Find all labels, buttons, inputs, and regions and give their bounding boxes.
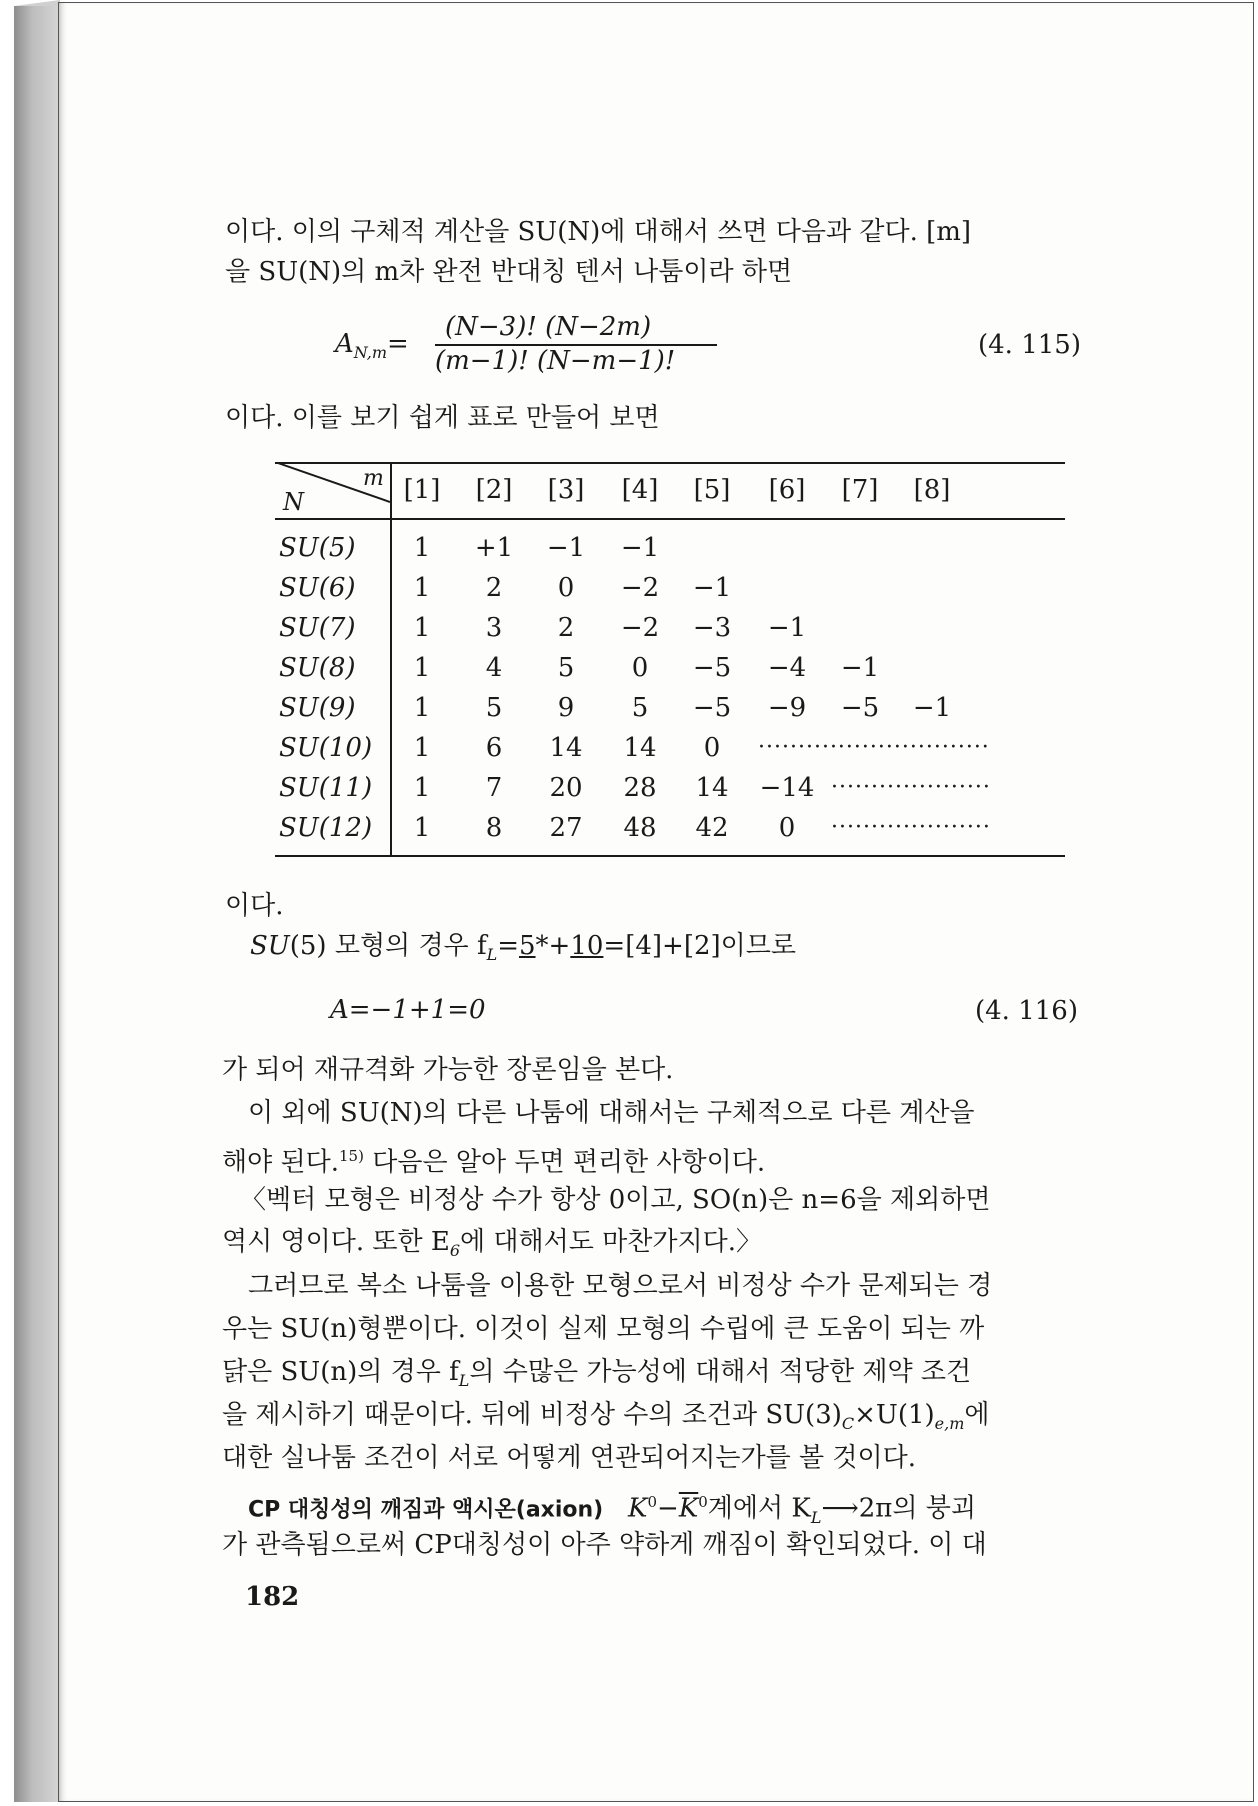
table-cell: 5 [631,693,649,723]
row-label: SU(12) [279,813,373,843]
section-heading-cp: CP 대칭성의 깨짐과 액시온(axion) [248,1497,604,1523]
row-label: SU(6) [279,573,356,603]
text-paragraph-7: 가 관측됨으로써 CP대칭성이 아주 약하게 깨짐이 확인되었다. 이 대 [222,1530,987,1560]
text-paragraph-2: 가 되어 재규격화 가능한 장론임을 본다. [222,1055,674,1085]
table-cell: 1 [413,693,431,723]
text-paragraph-su5: SU(5) 모형의 경우 $f_L=5*+10=[4]+[2]$이므로 [250,931,796,965]
table-cell: 3 [485,613,503,643]
equation-lhs: $A_{N,m}=$ [335,329,409,363]
table-cell: −3 [692,613,732,643]
column-header: [5] [693,475,731,505]
table-cell: 20 [549,773,583,803]
equation-numerator: (N−3)! (N−2m) [445,312,652,342]
text-paragraph-3b: 해야 된다.$^{15)}$ 다음은 알아 두면 편리한 사항이다. [222,1147,766,1178]
table-cell: 1 [413,773,431,803]
table-cell: 1 [413,813,431,843]
column-header: [8] [913,475,951,505]
table-cell: 8 [485,813,503,843]
table-cell: 9 [557,693,575,723]
table-cell: 14 [549,733,583,763]
table-cell: 5 [557,653,575,683]
column-header: [2] [475,475,513,505]
table-cell: 5 [485,693,503,723]
text-paragraph-5e: 대한 실나툼 조건이 서로 어떻게 연관되어지는가를 볼 것이다. [222,1443,917,1473]
table-cell: +1 [474,533,514,563]
table-cell: 0 [631,653,649,683]
header-corner-m: m [363,466,384,491]
text-line-3: 이다. 이를 보기 쉽게 표로 만들어 보면 [225,403,660,433]
table-cell: −1 [546,533,586,563]
text-paragraph-3a: 이 외에 SU(N)의 다른 나툼에 대해서는 구체적으로 다른 계산을 [248,1098,975,1128]
column-header: [3] [547,475,585,505]
book-spine [14,6,60,1802]
equation-4-116: A=−1+1=0 [330,995,486,1025]
table-cell: 6 [485,733,503,763]
table-cell: −1 [840,653,880,683]
text-after-table: 이다. [225,891,284,921]
text-paragraph-4a: 〈벡터 모형은 비정상 수가 항상 0이고, SO(n)은 n=6을 제외하면 [240,1185,991,1215]
table-cell: 1 [413,653,431,683]
table-ellipsis: ···················· [831,775,991,800]
table-cell: −9 [767,693,807,723]
column-header: [4] [621,475,659,505]
table-header-rule [275,518,1065,520]
table-cell: 0 [557,573,575,603]
table-cell: −5 [692,693,732,723]
table-cell: 28 [623,773,657,803]
row-label: SU(8) [279,653,356,683]
table-cell: −1 [912,693,952,723]
table-cell: 1 [413,733,431,763]
column-header: [1] [403,475,441,505]
table-cell: −1 [767,613,807,643]
text-line-1: 이다. 이의 구체적 계산을 SU(N)에 대해서 쓰면 다음과 같다. [m] [225,217,972,247]
column-header: [7] [841,475,879,505]
text-paragraph-5a: 그러므로 복소 나툼을 이용한 모형으로서 비정상 수가 문제되는 경 [248,1271,993,1301]
text-paragraph-4b: 역시 영이다. 또한 $E_6$에 대해서도 마찬가지다.〉 [222,1227,763,1261]
table-cell: −5 [840,693,880,723]
table-cell: 14 [623,733,657,763]
table-cell: 27 [549,813,583,843]
text-paragraph-5b: 우는 SU(n)형뿐이다. 이것이 실제 모형의 수립에 큰 도움이 되는 까 [222,1314,985,1344]
table-cell: 2 [557,613,575,643]
table-top-rule [275,462,1065,464]
table-cell: 2 [485,573,503,603]
table-ellipsis: ····························· [758,735,990,760]
table-cell: 14 [695,773,729,803]
text-paragraph-6: CP 대칭성의 깨짐과 액시온(axion) $K^0-\overline{K}^0$계에서 $K_L⟶2\pi$의 붕괴 [248,1493,976,1527]
equation-denominator: (m−1)! (N−m−1)! [435,346,676,376]
text-paragraph-5c: 닭은 SU(n)의 경우 $f_L$의 수많은 가능성에 대해서 적당한 제약 조건 [222,1357,972,1391]
header-corner-n: N [283,488,304,516]
table-cell: 1 [413,533,431,563]
text-paragraph-5d: 을 제시하기 때문이다. 뒤에 비정상 수의 조건과 $SU(3)_C\times U(1)_{e,m}$에 [222,1400,990,1434]
table-cell: 0 [778,813,796,843]
table-cell: 0 [703,733,721,763]
row-label: SU(9) [279,693,356,723]
table-cell: 4 [485,653,503,683]
table-cell: −4 [767,653,807,683]
table-cell: −2 [620,573,660,603]
table-bottom-rule [275,855,1065,857]
page-number: 182 [245,1582,300,1612]
text-line-2: 을 SU(N)의 m차 완전 반대칭 텐서 나툼이라 하면 [225,257,793,287]
table-cell: −1 [620,533,660,563]
table-cell: −2 [620,613,660,643]
column-header: [6] [768,475,806,505]
table-cell: 1 [413,613,431,643]
table-cell: −5 [692,653,732,683]
table-cell: 42 [695,813,729,843]
table-cell: −1 [692,573,732,603]
equation-number-4-116: (4. 116) [975,996,1078,1026]
row-label: SU(10) [279,733,373,763]
table-cell: 1 [413,573,431,603]
row-label: SU(5) [279,533,356,563]
table-cell: −14 [759,773,815,803]
table-ellipsis: ···················· [831,815,991,840]
table-cell: 7 [485,773,503,803]
row-label: SU(11) [279,773,373,803]
row-label: SU(7) [279,613,356,643]
equation-number-4-115: (4. 115) [978,330,1081,360]
table-cell: 48 [623,813,657,843]
